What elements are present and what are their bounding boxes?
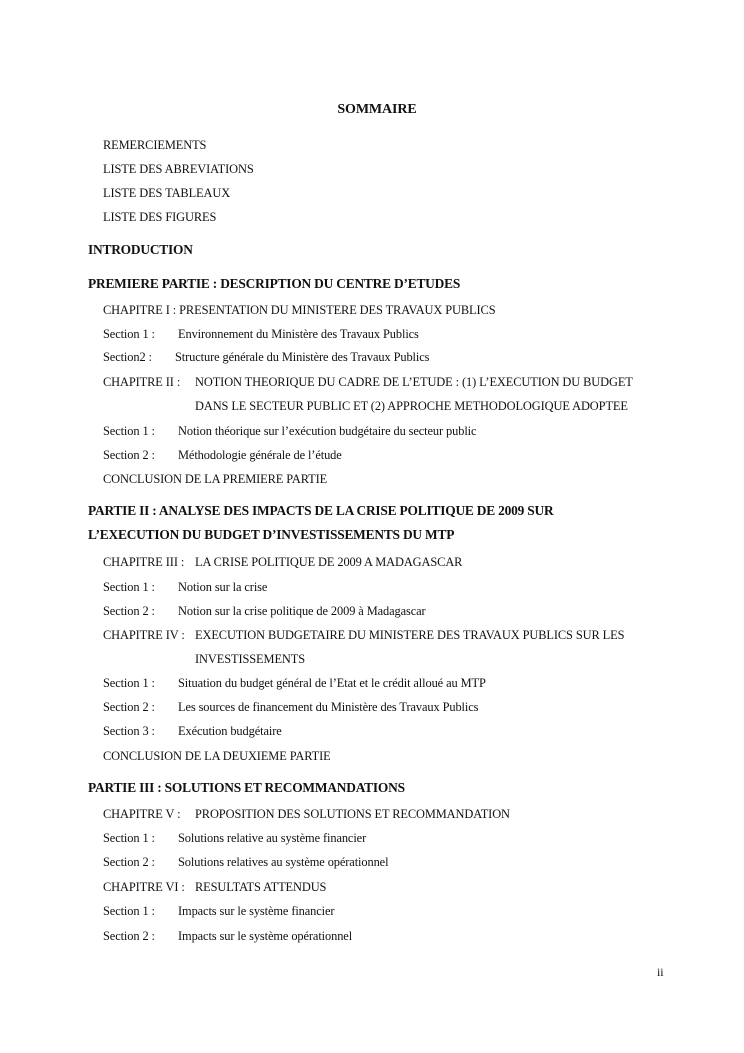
toc-entry[interactable] (103, 903, 334, 919)
toc-entry-text: Situation du budget général de l’Etat et le crédit alloué au MTP (178, 676, 486, 690)
toc-entry-label: CHAPITRE III : (103, 555, 185, 569)
toc-entry-text: PROPOSITION DES SOLUTIONS ET RECOMMANDATION (195, 807, 510, 821)
toc-entry[interactable] (103, 854, 388, 870)
toc-entry-label: CHAPITRE VI : (103, 880, 185, 894)
toc-entry[interactable] (103, 374, 633, 390)
toc-entry-text: LA CRISE POLITIQUE DE 2009 A MADAGASCAR (195, 555, 463, 569)
toc-entry-text: Structure générale du Ministère des Travaux Publics (175, 350, 430, 364)
toc-entry-text: Notion sur la crise (178, 580, 268, 594)
toc-entry-label: Section 1 : (103, 424, 155, 438)
toc-entry-label: Section2 : (103, 350, 152, 364)
toc-entry-label: CHAPITRE II : (103, 375, 181, 389)
toc-heading[interactable] (88, 527, 454, 543)
toc-entry-text: INVESTISSEMENTS (195, 652, 306, 666)
toc-entry-text: PARTIE III : SOLUTIONS ET RECOMMANDATIONS (88, 780, 405, 795)
toc-entry[interactable] (103, 806, 510, 822)
toc-entry-text: Notion théorique sur l’exécution budgétaire du secteur public (178, 424, 477, 438)
toc-entry[interactable] (103, 627, 624, 643)
toc-entry-text: LISTE DES FIGURES (103, 210, 217, 224)
toc-entry-text: Impacts sur le système financier (178, 904, 335, 918)
toc-entry-text: CHAPITRE I : PRESENTATION DU MINISTERE DES TRAVAUX PUBLICS (103, 303, 496, 317)
toc-entry-label: Section 2 : (103, 604, 155, 618)
toc-entry-label: Section 1 : (103, 580, 155, 594)
toc-entry-text: CONCLUSION DE LA DEUXIEME PARTIE (103, 749, 331, 763)
toc-entry-text: Solutions relatives au système opérationnel (178, 855, 389, 869)
toc-entry-text: EXECUTION BUDGETAIRE DU MINISTERE DES TRAVAUX PUBLICS SUR LES (195, 628, 625, 642)
toc-entry-text: PREMIERE PARTIE : DESCRIPTION DU CENTRE D’ETUDES (88, 276, 461, 291)
toc-entry-text: Environnement du Ministère des Travaux Publics (178, 327, 419, 341)
toc-entry-label: CHAPITRE V : (103, 807, 181, 821)
toc-entry-label: Section 2 : (103, 448, 155, 462)
toc-entry-label: Section 2 : (103, 700, 155, 714)
toc-heading[interactable] (88, 503, 553, 519)
toc-entry[interactable] (103, 209, 216, 225)
toc-entry[interactable] (103, 302, 496, 318)
toc-entry-text: RESULTATS ATTENDUS (195, 880, 327, 894)
toc-entry[interactable] (103, 748, 331, 764)
toc-entry-text: CONCLUSION DE LA PREMIERE PARTIE (103, 472, 328, 486)
page-number: ii (657, 965, 664, 979)
toc-heading[interactable] (88, 276, 460, 292)
toc-entry-label: Section 2 : (103, 929, 155, 943)
toc-entry-text: DANS LE SECTEUR PUBLIC ET (2) APPROCHE METHODOLOGIQUE ADOPTEE (195, 399, 628, 413)
toc-entry[interactable] (103, 830, 366, 846)
toc-entry[interactable] (103, 603, 426, 619)
toc-entry[interactable] (103, 699, 478, 715)
toc-entry-text: Méthodologie générale de l’étude (178, 448, 342, 462)
toc-entry-label: Section 2 : (103, 855, 155, 869)
toc-entry-label: Section 3 : (103, 724, 155, 738)
toc-entry[interactable] (103, 185, 230, 201)
toc-entry[interactable] (103, 137, 206, 153)
toc-entry-text: Les sources de financement du Ministère des Travaux Publics (178, 700, 479, 714)
toc-entry[interactable] (103, 423, 476, 439)
toc-heading[interactable] (88, 242, 193, 258)
toc-entry[interactable] (103, 579, 267, 595)
toc-entry[interactable] (103, 675, 486, 691)
toc-entry[interactable] (103, 161, 254, 177)
toc-entry[interactable] (103, 326, 419, 342)
toc-entry-text: PARTIE II : ANALYSE DES IMPACTS DE LA CRISE POLITIQUE DE 2009 SUR (88, 503, 554, 518)
toc-entry-text: L’EXECUTION DU BUDGET D’INVESTISSEMENTS DU MTP (88, 527, 455, 542)
toc-entry[interactable] (103, 471, 327, 487)
toc-entry[interactable] (103, 928, 352, 944)
toc-entry[interactable] (195, 651, 305, 667)
toc-entry-text: Impacts sur le système opérationnel (178, 929, 353, 943)
toc-entry-text: Solutions relative au système financier (178, 831, 367, 845)
toc-entry[interactable] (195, 398, 628, 414)
toc-entry-label: Section 1 : (103, 676, 155, 690)
toc-entry-label: Section 1 : (103, 327, 155, 341)
toc-entry-text: LISTE DES ABREVIATIONS (103, 162, 254, 176)
toc-entry[interactable] (103, 879, 326, 895)
toc-entry-text: INTRODUCTION (88, 242, 193, 257)
page-title: SOMMAIRE (337, 102, 417, 117)
toc-entry-label: CHAPITRE IV : (103, 628, 185, 642)
toc-heading[interactable] (88, 780, 405, 796)
toc-entry-text: Exécution budgétaire (178, 724, 282, 738)
toc-entry-text: Notion sur la crise politique de 2009 à Madagascar (178, 604, 426, 618)
toc-entry[interactable] (103, 554, 462, 570)
toc-entry[interactable] (103, 447, 342, 463)
toc-entry[interactable] (103, 723, 282, 739)
toc-entry-text: REMERCIEMENTS (103, 138, 207, 152)
toc-entry-label: Section 1 : (103, 831, 155, 845)
toc-entry-label: Section 1 : (103, 904, 155, 918)
toc-entry[interactable] (103, 349, 429, 365)
toc-entry-text: LISTE DES TABLEAUX (103, 186, 231, 200)
toc-entry-text: NOTION THEORIQUE DU CADRE DE L’ETUDE : (1) L’EXECUTION DU BUDGET (195, 375, 633, 389)
